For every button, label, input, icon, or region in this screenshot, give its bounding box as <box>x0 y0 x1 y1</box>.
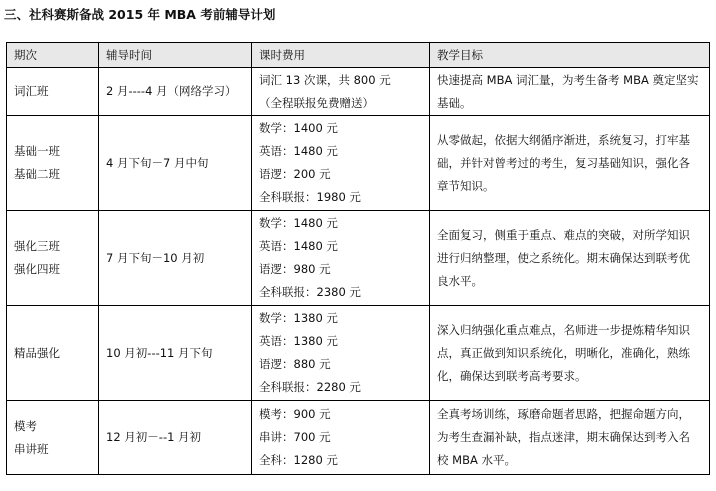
fee-cell <box>252 116 430 211</box>
table-row <box>7 116 710 211</box>
fee-cell <box>252 306 430 401</box>
table-header-row <box>7 43 710 68</box>
time-cell: 10 月初---11 月下旬 <box>99 306 252 401</box>
fee-line: 数学：1480 元 <box>259 216 338 230</box>
goal-text: 从零做起，依据大纲循序渐进，系统复习，打牢基础，并针对曾考过的考生，复习基础知识，强化各章节知识。 <box>437 132 690 193</box>
period-cell <box>7 306 99 401</box>
fee-line: 全科联报：2280 元 <box>259 380 361 394</box>
goal-text: 全面复习，侧重于重点、难点的突破，对所学知识进行归纳整理，使之系统化。期末确保达到联考优良水平。 <box>437 227 690 288</box>
goal-text: 深入归纳强化重点难点，名师进一步提炼精华知识点，真正做到知识系统化，明晰化，准确化，熟练化，确保达到联考高考要求。 <box>437 322 690 383</box>
time-cell: 7 月下旬－10 月初 <box>99 211 252 306</box>
fee-cell <box>252 211 430 306</box>
fee-line: 全科联报：1980 元 <box>259 190 361 204</box>
fee-line: 语逻：200 元 <box>259 167 331 181</box>
fee-line: 串讲：700 元 <box>259 430 331 444</box>
fee-line: 模考：900 元 <box>259 407 331 421</box>
header-time: 辅导时间 <box>99 43 252 68</box>
fee-cell <box>252 401 430 475</box>
header-goal: 教学目标 <box>430 43 710 68</box>
fee-line: 英语：1480 元 <box>259 144 338 158</box>
table-row <box>7 306 710 401</box>
fee-line: 语逻：980 元 <box>259 262 331 276</box>
period-name: 模考 <box>14 418 37 433</box>
period-name: 强化三班 <box>14 239 60 253</box>
header-period: 期次 <box>7 43 99 68</box>
time-cell: 2 月----4 月（网络学习） <box>99 68 252 116</box>
fee-line: （全程联报免费赠送） <box>259 95 374 110</box>
section-title: 三、社科赛斯备战 2015 年 MBA 考前辅导计划 <box>4 7 276 22</box>
period-name: 强化四班 <box>14 262 60 276</box>
goal-text: 快速提高 MBA 词汇量，为考生备考 MBA 奠定坚实基础。 <box>437 72 699 110</box>
period-name: 基础一班 <box>14 144 60 158</box>
period-cell <box>7 68 99 116</box>
fee-line: 英语：1380 元 <box>259 334 338 348</box>
period-cell <box>7 116 99 211</box>
fee-cell <box>252 68 430 116</box>
period-name: 词汇班 <box>14 84 49 98</box>
fee-line: 语逻：880 元 <box>259 357 331 371</box>
goal-text: 全真考场训练，琢磨命题者思路，把握命题方向，为考生查漏补缺，指点迷津，期末确保达到考入名校 MBA 水平。 <box>437 407 690 467</box>
fee-line: 英语：1480 元 <box>259 239 338 253</box>
fee-line: 全科：1280 元 <box>259 453 338 467</box>
goal-cell <box>430 116 710 211</box>
goal-cell <box>430 401 710 475</box>
goal-cell <box>430 211 710 306</box>
goal-cell <box>430 68 710 116</box>
fee-line: 词汇 13 次课，共 800 元 <box>259 72 391 87</box>
table-row <box>7 401 710 475</box>
tutoring-plan-table <box>6 42 710 475</box>
period-name: 串讲班 <box>14 441 49 456</box>
table-row <box>7 211 710 306</box>
goal-cell <box>430 306 710 401</box>
fee-line: 数学：1380 元 <box>259 311 338 325</box>
time-cell: 4 月下旬－7 月中旬 <box>99 116 252 211</box>
period-cell <box>7 211 99 306</box>
fee-line: 数学：1400 元 <box>259 121 338 135</box>
fee-line: 全科联报：2380 元 <box>259 285 361 299</box>
period-name: 基础二班 <box>14 167 60 181</box>
time-cell: 12 月初－--1 月初 <box>99 401 252 475</box>
header-fee: 课时费用 <box>252 43 430 68</box>
table-row <box>7 68 710 116</box>
period-cell <box>7 401 99 475</box>
period-name: 精品强化 <box>14 345 60 360</box>
